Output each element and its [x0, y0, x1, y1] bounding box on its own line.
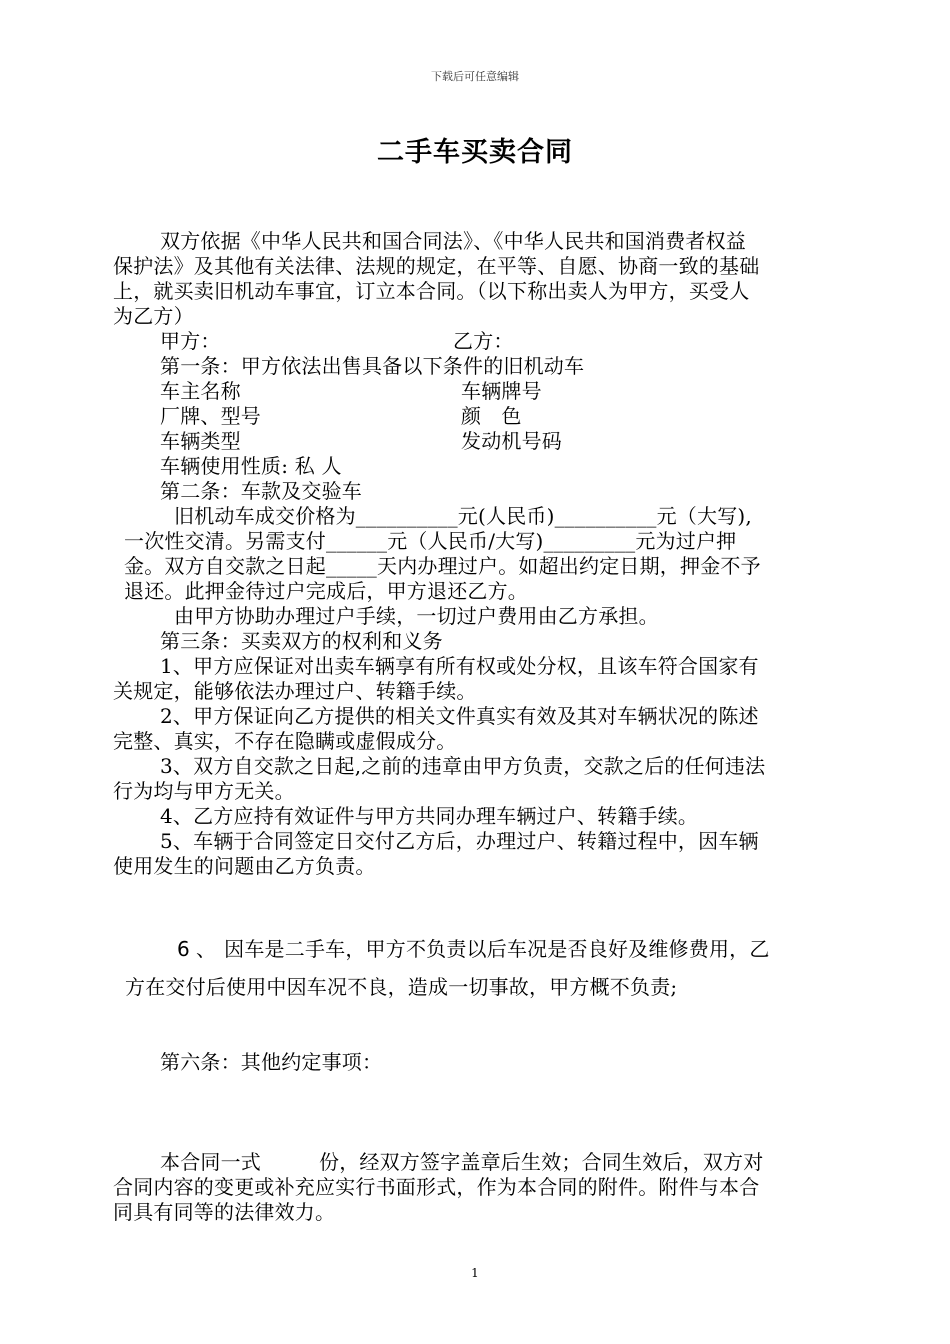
- document-title: 二手车买卖合同: [377, 137, 573, 168]
- field-color: 颜 色: [461, 404, 522, 428]
- article-2-line: 金。双方自交款之日起_____天内办理过户。如超出约定日期，押金不予: [124, 554, 761, 578]
- article-2-transfer: 由甲方协助办理过户手续，一切过户费用由乙方承担。: [174, 604, 659, 628]
- article-3-line: 行为均与甲方无关。: [113, 779, 295, 803]
- item-6-line-2: 方在交付后使用中因车况不良，造成一切事故，甲方概不负责;: [125, 975, 678, 999]
- article-2-line: 一次性交清。另需支付______元（人民币/大写)_________元为过户押: [124, 529, 737, 553]
- article-2-line: 旧机动车成交价格为__________元(人民币)__________元（大写),: [174, 504, 752, 528]
- closing-line-2: 合同内容的变更或补充应实行书面形式，作为本合同的附件。附件与本合: [113, 1175, 760, 1199]
- field-engine: 发动机号码: [461, 429, 562, 453]
- article-3-heading: 第三条：买卖双方的权利和义务: [160, 629, 443, 653]
- article-3-line: 完整、真实，不存在隐瞒或虚假成分。: [113, 729, 457, 753]
- article-6-heading: 第六条：其他约定事项：: [160, 1050, 383, 1074]
- field-usage: 车辆使用性质: 私 人: [160, 454, 342, 478]
- article-3-line: 4、乙方应持有效证件与甲方共同办理车辆过户、转籍手续。: [160, 804, 699, 828]
- article-2-heading: 第二条：车款及交验车: [160, 479, 362, 503]
- article-3-line: 5、车辆于合同签定日交付乙方后，办理过户、转籍过程中，因车辆: [160, 829, 759, 853]
- article-2-line: 退还。此押金待过户完成后，甲方退还乙方。: [124, 579, 528, 603]
- article-3-line: 2、甲方保证向乙方提供的相关文件真实有效及其对车辆状况的陈述: [160, 704, 759, 728]
- article-1-heading: 第一条：甲方依法出售具备以下条件的旧机动车: [160, 354, 585, 378]
- item-6-sep: 、: [195, 937, 217, 961]
- field-plate: 车辆牌号: [461, 379, 542, 403]
- closing-copies-text: 份，经双方签字盖章后生效；合同生效后，双方对: [319, 1150, 764, 1174]
- preamble-line: 保护法》及其他有关法律、法规的规定，在平等、自愿、协商一致的基础: [113, 254, 760, 278]
- page-number: 1: [471, 1266, 479, 1280]
- field-owner: 车主名称: [160, 379, 241, 403]
- preamble-line: 为乙方）: [113, 304, 194, 328]
- preamble-line: 双方依据《中华人民共和国合同法》、《中华人民共和国消费者权益: [160, 229, 746, 253]
- item-6-number: 6: [177, 937, 190, 961]
- closing-line-3: 同具有同等的法律效力。: [113, 1200, 336, 1224]
- party-a-label: 甲方：: [160, 329, 221, 353]
- preamble-line: 上，就买卖旧机动车事宜，订立本合同。（以下称出卖人为甲方，买受人: [113, 279, 750, 303]
- article-3-line: 关规定，能够依法办理过户、转籍手续。: [113, 679, 477, 703]
- article-3-line: 使用发生的问题由乙方负责。: [113, 854, 376, 878]
- header-note: 下载后可任意编辑: [431, 70, 519, 83]
- field-type: 车辆类型: [160, 429, 241, 453]
- item-6-text: 因车是二手车，甲方不负责以后车况是否良好及维修费用，乙: [224, 937, 770, 961]
- party-b-label: 乙方：: [453, 329, 514, 353]
- item-6-line: [177, 937, 770, 963]
- closing-copies-label: 本合同一式: [160, 1150, 261, 1174]
- field-brand: 厂牌、型号: [160, 404, 261, 428]
- article-3-line: 3、双方自交款之日起,之前的违章由甲方负责，交款之后的任何违法: [160, 754, 766, 778]
- article-3-line: 1、甲方应保证对出卖车辆享有所有权或处分权，且该车符合国家有: [160, 654, 759, 678]
- closing-line-1: [160, 1150, 763, 1175]
